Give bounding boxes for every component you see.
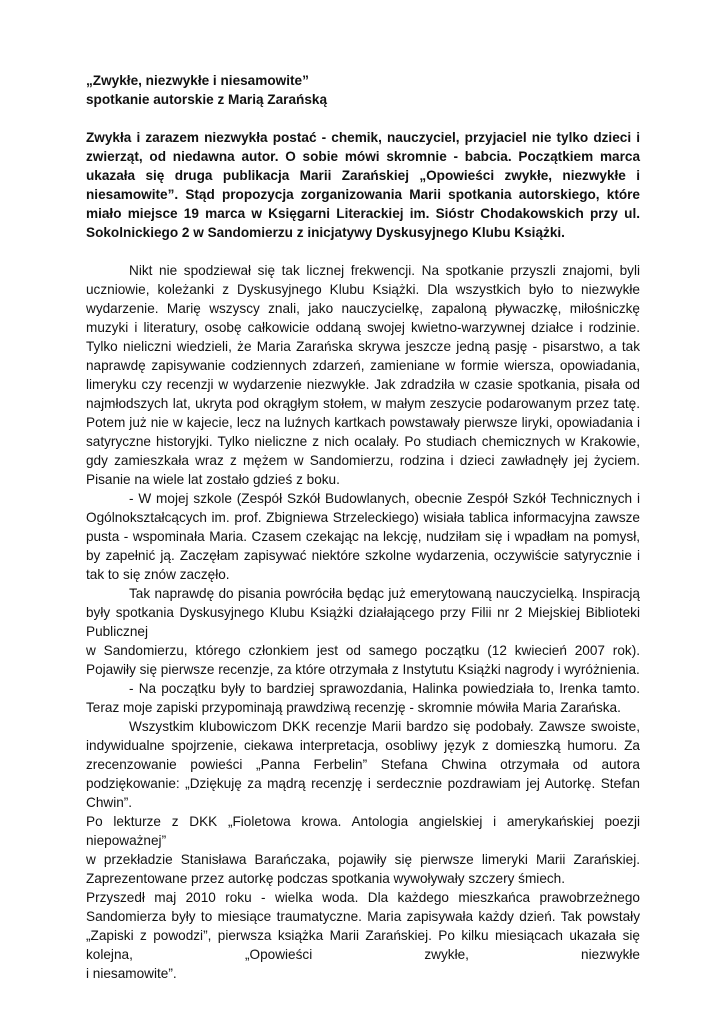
paragraph-fioletowa-krowa: Po lekturze z DKK „Fioletowa krowa. Antologia angielskiej i amerykańskiej poezji niepoważnej” xyxy=(86,814,640,848)
paragraph-ending: i niesamowite”. xyxy=(86,966,177,981)
article-body xyxy=(86,261,640,983)
lead-paragraph: Zwykła i zarazem niezwykła postać - chemik, nauczyciel, przyjaciel nie tylko dzieci i zwierząt, od niedawna autor. O sobie mówi skromnie - babcia. Początkiem marca ukazała się druga publikacja Marii Zarańskiej „Opowieści zwykłe, niezwykłe i niesamowite”. Stąd propozycja zorganizowania Marii spotkania autorskiego, które miało miejsce 19 marca w Księgarni Literackiej im. Sióstr Chodakowskich przy ul. Sokolnickiego 2 w Sandomierzu z inicjatywy Dyskusyjnego Klubu Książki. xyxy=(86,130,640,240)
title-line-2: spotkanie autorskie z Marią Zarańską xyxy=(86,92,328,107)
article-title xyxy=(86,71,640,109)
paragraph-frekwencja: Nikt nie spodziewał się tak licznej frekwencji. Na spotkanie przyszli znajomi, byli uczniowie, koleżanki z Dyskusyjnego Klubu Książki. Dla wszystkich było to niezwykłe wydarzenie. Marię wszyscy znali, jako nauczycielkę, zapaloną pływaczkę, miłośniczkę muzyki i literatury, osobę całkowicie oddaną swojej kwietno-warzywnej działce i rodzinie. Tylko nieliczni wiedzieli, że Maria Zarańska skrywa jeszcze jedną pasję - pisarstwo, a tak naprawdę zapisywanie codziennych zdarzeń, zamieniane w formie wiersza, opowiadania, limeryku czy recenzji w wydarzenie niezwykłe. Jak zdradziła w czasie spotkania, pisała od najmłodszych lat, ukryta pod okrągłym stołem, w małym zeszycie podarowanym przez tatę. Potem już nie w kajecie, lecz na luźnych kartkach powstawały pierwsze liryki, opowiadania i satyryczne historyjki. Tylko nieliczne z nich ocalały. Po studiach chemicznych w Krakowie, gdy zamieszkała wraz z mężem w Sandomierzu, rodzina i dzieci zawładnęły jej życiem. Pisanie na wiele lat zostało gdzieś z boku. xyxy=(86,263,640,487)
paragraph-powodz: Przyszedł maj 2010 roku - wielka woda. Dla każdego mieszkańca prawobrzeżnego Sandomierza były to miesiące traumatyczne. Maria zapisywała każdy dzień. Tak powstały „Zapiski z powodzi”, pierwsza książka Marii Zarańskiej. Po kilku miesiącach ukazała się kolejna, „Opowieści zwykłe, niezwykłe xyxy=(86,890,640,962)
document-page xyxy=(86,71,640,983)
paragraph-sprawozdania: - Na początku były to bardziej sprawozdania, Halinka powiedziała to, Irenka tamto. Teraz moje zapiski przypominają prawdziwą recenzję - skromnie mówiła Maria Zarańska. xyxy=(86,681,640,715)
paragraph-powrot: Tak naprawdę do pisania powróciła będąc już emerytowaną nauczycielką. Inspiracją były spotkania Dyskusyjnego Klubu Książki działającego przy Filii nr 2 Miejskiej Biblioteki Publicznej xyxy=(86,586,640,639)
paragraph-klubowicze: Wszystkim klubowiczom DKK recenzje Marii bardzo się podobały. Zawsze swoiste, indywidualne spojrzenie, ciekawa interpretacja, osobliwy język z domieszką humoru. Za zrecenzowanie powieści „Panna Ferbelin” Stefana Chwina otrzymała od autora podziękowanie: „Dziękuję za mądrą recenzję i serdecznie pozdrawiam jej Autorkę. Stefan Chwin”. xyxy=(86,719,640,810)
paragraph-limeryki: w przekładzie Stanisława Barańczaka, pojawiły się pierwsze limeryki Marii Zarańskiej. Zaprezentowane przez autorkę podczas spotkania wywoływały szczery śmiech. xyxy=(86,852,640,886)
title-line-1: „Zwykłe, niezwykłe i niesamowite” xyxy=(86,73,309,88)
paragraph-sandomierz: w Sandomierzu, którego członkiem jest od samego początku (12 kwiecień 2007 rok). Pojawiły się pierwsze recenzje, za które otrzymała z Instytutu Książki nagrody i wyróżnienia. xyxy=(86,643,640,677)
paragraph-szkola: - W mojej szkole (Zespół Szkół Budowlanych, obecnie Zespół Szkół Technicznych i Ogólnokształcących im. prof. Zbigniewa Strzeleckiego) wisiała tablica informacyjna zawsze pusta - wspominała Maria. Czasem czekając na lekcję, nudziłam się i wpadłam na pomysł, by zapełnić ją. Zaczęłam zapisywać niektóre szkolne wydarzenia, oczywiście satyrycznie i tak to się znów zaczęło. xyxy=(86,491,640,582)
